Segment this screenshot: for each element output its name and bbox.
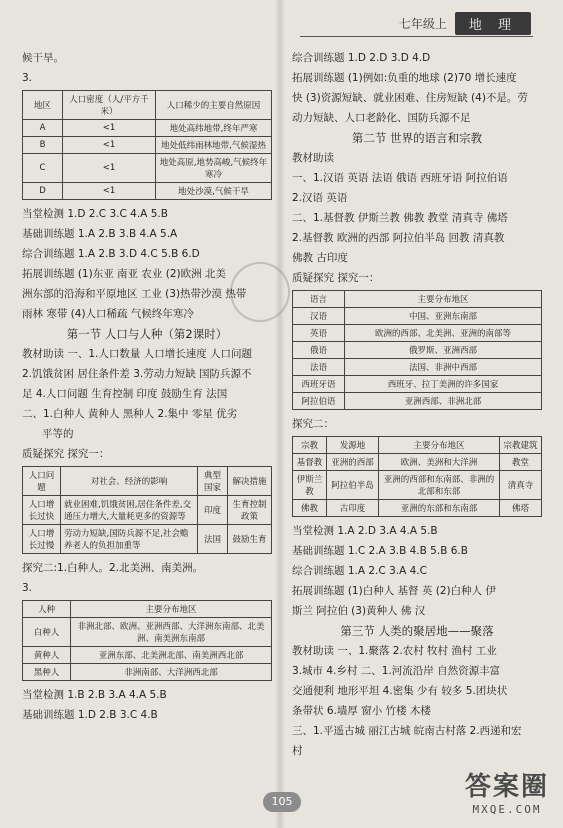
language-distribution-table	[292, 290, 542, 410]
table-row	[293, 471, 542, 500]
table-row	[23, 618, 272, 647]
table-header: 主要分布地区	[71, 601, 272, 618]
table-cell: 俄罗斯、亚洲西部	[345, 342, 542, 359]
table-row	[293, 393, 542, 410]
table-cell: A	[23, 120, 63, 137]
table-row	[23, 154, 272, 183]
table-cell: 西班牙语	[293, 376, 345, 393]
right-column	[292, 48, 542, 761]
text-line: 探究二：	[292, 418, 334, 430]
table-cell: C	[23, 154, 63, 183]
table-cell: D	[23, 183, 63, 200]
left-column	[22, 48, 272, 725]
text-line: 交通便利 地形平坦 4.密集 少有 较多 5.团块状	[292, 685, 508, 697]
text-line: 拓展训练题 (1)东亚 南亚 农业 (2)欧洲 北美	[22, 268, 226, 280]
table-cell: 法语	[293, 359, 345, 376]
text-line: 探究二:1.白种人。2.北美洲、南美洲。	[22, 562, 204, 574]
text-line: 综合训练题 1.D 2.D 3.D 4.D	[292, 52, 431, 64]
table-header: 对社会、经济的影响	[61, 467, 198, 496]
table-cell: 亚洲西部、非洲北部	[345, 393, 542, 410]
table-cell: 佛塔	[500, 500, 542, 517]
table-cell: 佛教	[293, 500, 327, 517]
table-row	[23, 137, 272, 154]
table-cell: 教堂	[500, 454, 542, 471]
table-row	[293, 376, 542, 393]
text-line: 足 4.人口问题 生育控制 印度 鼓励生育 法国	[22, 388, 228, 400]
table-row	[23, 183, 272, 200]
text-line: 当堂检测 1.A 2.D 3.A 4.A 5.B	[292, 525, 438, 537]
table-cell: 中国、亚洲东南部	[345, 308, 542, 325]
text-line: 综合训练题 1.A 2.C 3.A 4.C	[292, 565, 427, 577]
table-cell: 亚洲的西部	[327, 454, 379, 471]
text-line: 教材助读 一、1.聚落 2.农村 牧村 渔村 工业	[292, 645, 497, 657]
text-line: 佛教 古印度	[292, 252, 348, 264]
table-header: 解决措施	[228, 467, 272, 496]
table-cell: 亚洲东部、北美洲北部、南美洲西北部	[71, 647, 272, 664]
table-row	[293, 454, 542, 471]
watermark-url: MXQE.COM	[472, 803, 542, 816]
table-cell: <1	[63, 154, 156, 183]
text-line: 快 (3)资源短缺、就业困难、住房短缺 (4)不是。劳	[292, 92, 528, 104]
table-header: 人口问题	[23, 467, 61, 496]
population-problem-table	[22, 466, 272, 554]
book-spine	[275, 0, 285, 828]
text-line: 教材助读 一、1.人口数量 人口增长速度 人口问题	[22, 348, 253, 360]
text-line: 当堂检测 1.B 2.B 3.A 4.A 5.B	[22, 689, 167, 701]
table-cell: 白种人	[23, 618, 71, 647]
text-line: 2.饥饿贫困 居住条件差 3.劳动力短缺 国防兵源不	[22, 368, 252, 380]
text-line: 条带状 6.墙厚 窗小 竹楼 木楼	[292, 705, 431, 717]
table-header: 语言	[293, 291, 345, 308]
table-cell: 黑种人	[23, 664, 71, 681]
table-header: 人口稀少的主要自然原因	[155, 91, 271, 120]
text-line: 当堂检测 1.D 2.C 3.C 4.A 5.B	[22, 208, 168, 220]
header-rule	[300, 36, 533, 37]
table-cell: 欧洲的西部、北美洲、亚洲的南部等	[345, 325, 542, 342]
text-line: 基础训练题 1.C 2.A 3.B 4.B 5.B 6.B	[292, 545, 468, 557]
table-cell: <1	[63, 183, 156, 200]
table-cell: 地处高纬地带,终年严寒	[155, 120, 271, 137]
table-row	[23, 120, 272, 137]
section-title: 第一节 人口与人种（第2课时）	[66, 327, 228, 341]
table-cell: 黄种人	[23, 647, 71, 664]
watermark-text: 答案圈	[464, 772, 549, 802]
table-cell: 地处沙漠,气候干旱	[155, 183, 271, 200]
table-row	[23, 647, 272, 664]
table-header: 主要分布地区	[379, 437, 500, 454]
table-cell: <1	[63, 120, 156, 137]
subject-label: 地 理	[455, 12, 531, 35]
table-cell: 基督教	[293, 454, 327, 471]
section-title: 第二节 世界的语言和宗教	[351, 131, 483, 145]
table-header: 典型国家	[198, 467, 228, 496]
text-line: 拓展训练题 (1)例如:负重的地球 (2)70 增长速度	[292, 72, 517, 84]
text-line: 斯兰 阿拉伯 (3)黄种人 佛 汉	[292, 605, 426, 617]
table-cell: <1	[63, 137, 156, 154]
watermark-logo	[465, 766, 549, 816]
table-cell: 亚洲的东部和东南部	[379, 500, 500, 517]
table-cell: 汉语	[293, 308, 345, 325]
table-cell: 生育控制政策	[228, 496, 272, 525]
table-row	[293, 500, 542, 517]
table-cell: 清真寺	[500, 471, 542, 500]
table-row	[23, 525, 272, 554]
text-line: 二、1.基督教 伊斯兰教 佛教 教堂 清真寺 佛塔	[292, 212, 508, 224]
table-cell: 欧洲、美洲和大洋洲	[379, 454, 500, 471]
table-cell: 阿拉伯语	[293, 393, 345, 410]
text-line: 候干旱。	[22, 52, 64, 64]
text-line: 质疑探究 探究一：	[22, 448, 110, 460]
table-cell: 地处低纬雨林地带,气候湿热	[155, 137, 271, 154]
text-line: 洲东部的沿海和平原地区 工业 (3)热带沙漠 热带	[22, 288, 247, 300]
text-line: 二、1.白种人 黄种人 黑种人 2.集中 零星 优劣	[22, 408, 238, 420]
text-line: 2.基督教 欧洲的西部 阿拉伯半岛 回教 清真教	[292, 232, 505, 244]
text-line: 3.城市 4.乡村 二、1.河流沿岸 自然资源丰富	[292, 665, 501, 677]
table-row	[293, 308, 542, 325]
text-line: 3.	[22, 582, 33, 594]
text-line: 动力短缺、人口老龄化、国防兵源不足	[292, 112, 471, 124]
table-cell: 英语	[293, 325, 345, 342]
text-line: 基础训练题 1.D 2.B 3.C 4.B	[22, 709, 158, 721]
text-line: 村	[292, 745, 303, 757]
text-line: 拓展训练题 (1)白种人 基督 英 (2)白种人 伊	[292, 585, 496, 597]
table-cell: 俄语	[293, 342, 345, 359]
text-line: 一、1.汉语 英语 法语 俄语 西班牙语 阿拉伯语	[292, 172, 508, 184]
population-density-table	[22, 90, 272, 200]
table-cell: 非洲南部、大洋洲西北部	[71, 664, 272, 681]
table-cell: 亚洲的西部和东南部、非洲的北部和东部	[379, 471, 500, 500]
race-distribution-table	[22, 600, 272, 681]
grade-label: 七年级上	[398, 16, 447, 31]
table-header: 地区	[23, 91, 63, 120]
page-header	[399, 12, 531, 34]
text-line: 2.汉语 英语	[292, 192, 348, 204]
section-title: 第三节 人类的聚居地——聚落	[340, 624, 494, 638]
text-line: 综合训练题 1.A 2.B 3.D 4.C 5.B 6.D	[22, 248, 200, 260]
table-cell: 鼓励生育	[228, 525, 272, 554]
table-header: 主要分布地区	[345, 291, 542, 308]
table-row	[293, 325, 542, 342]
text-line: 3.	[22, 72, 33, 84]
table-row	[23, 496, 272, 525]
table-header: 人口密度（人/平方千米）	[63, 91, 156, 120]
table-cell: B	[23, 137, 63, 154]
text-line: 雨林 寒带 (4)人口稀疏 气候终年寒冷	[22, 308, 194, 320]
text-line: 质疑探究 探究一：	[292, 272, 380, 284]
table-header: 发源地	[327, 437, 379, 454]
text-line: 三、1.平遥古城 丽江古城 皖南古村落 2.西递和宏	[292, 725, 522, 737]
table-header: 人种	[23, 601, 71, 618]
page-number: 105	[263, 792, 301, 812]
table-header: 宗教	[293, 437, 327, 454]
text-line: 基础训练题 1.A 2.B 3.B 4.A 5.A	[22, 228, 178, 240]
religion-table	[292, 436, 542, 517]
table-cell: 就业困难,饥饿贫困,居住条件差,交通压力增大,大量耗更多的资源等	[61, 496, 198, 525]
table-header: 宗教建筑	[500, 437, 542, 454]
table-cell: 法国、非洲中西部	[345, 359, 542, 376]
table-cell: 阿拉伯半岛	[327, 471, 379, 500]
table-cell: 伊斯兰教	[293, 471, 327, 500]
table-cell: 西班牙、拉丁美洲的许多国家	[345, 376, 542, 393]
table-cell: 非洲北部、欧洲、亚洲西部、大洋洲东南部、北美洲、南美洲东南部	[71, 618, 272, 647]
table-cell: 印度	[198, 496, 228, 525]
table-row	[293, 342, 542, 359]
table-cell: 人口增长过慢	[23, 525, 61, 554]
table-row	[23, 664, 272, 681]
text-line: 平等的	[42, 428, 74, 440]
table-cell: 人口增长过快	[23, 496, 61, 525]
table-cell: 法国	[198, 525, 228, 554]
table-cell: 古印度	[327, 500, 379, 517]
text-line: 教材助读	[292, 152, 334, 164]
table-cell: 劳动力短缺,国防兵源不足,社会赡养老人的负担加重等	[61, 525, 198, 554]
table-row	[293, 359, 542, 376]
table-cell: 地处高原,地势高峻,气候终年寒冷	[155, 154, 271, 183]
